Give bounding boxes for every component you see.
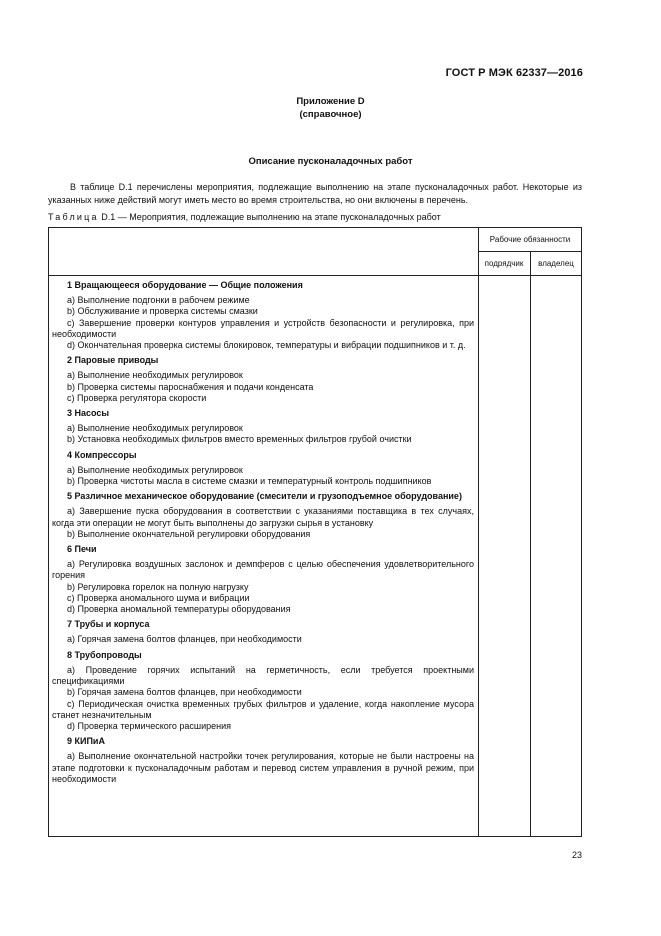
intro-text: В таблице D.1 перечислены мероприятия, подлежащие выполнению на этапе пусконаладочных работ. Некоторые из указанных ниже действий могут иметь место во время строительства, но они включены в перечень. <box>48 182 582 205</box>
table-row-item: a) Выполнение подгонки в рабочем режиме <box>67 295 250 306</box>
section-heading: 8 Трубопроводы <box>67 649 142 660</box>
appendix-title: Приложение D <box>296 96 365 107</box>
table-row-item: c) Проверка аномального шума и вибрации <box>67 592 250 603</box>
table-row-item: a) Выполнение необходимых регулировок <box>67 464 243 475</box>
table-section <box>52 491 474 540</box>
table-row-item: b) Обслуживание и проверка системы смазки <box>67 306 258 317</box>
section-heading: 3 Насосы <box>67 408 110 419</box>
header-rule-lower <box>49 275 581 276</box>
table-caption-text: D.1 — Мероприятия, подлежащие выполнению на этапе пусконаладочных работ <box>98 212 441 222</box>
table-divider-mid <box>530 251 531 836</box>
table-section <box>52 450 474 488</box>
table-row-item: d) Окончательная проверка системы блокировок, температуры и вибрации подшипников и т. д. <box>67 340 466 351</box>
table-section <box>52 280 474 351</box>
section-heading: 7 Трубы и корпуса <box>67 619 150 630</box>
section-title: Описание пусконаладочных работ <box>248 156 413 167</box>
table-section <box>52 408 474 446</box>
section-heading: 2 Паровые приводы <box>67 355 159 366</box>
section-heading: 9 КИПиА <box>67 736 105 747</box>
table-row-item: d) Проверка термического расширения <box>67 720 232 731</box>
table-row-item: a) Выполнение окончательной настройки точек регулирования, которые не были настроены на этапе подготовки к пусконаладочным работам и перевод систем управления в ручной режим, при необходимости <box>52 751 474 784</box>
header-duties: Рабочие обязанности <box>489 235 571 244</box>
table-row-item: a) Завершение пуска оборудования в соответствии с указаниями поставщика в тех случаях, когда эти операции не могут быть выполнены до загрузки сырья в установку <box>52 506 474 528</box>
table-row-item: a) Выполнение необходимых регулировок <box>67 423 243 434</box>
header-contractor: подрядчик <box>484 259 524 268</box>
table-row-item: b) Выполнение окончательной регулировки оборудования <box>67 528 311 539</box>
standard-designation: ГОСТ Р МЭК 62337—2016 <box>445 67 583 79</box>
table-row-item: b) Регулировка горелок на полную нагрузку <box>67 581 249 592</box>
table-row-item: c) Завершение проверки контуров управления и устройств безопасности и регулировка, при необходимости <box>52 317 474 339</box>
table-caption-label: Таблица <box>48 212 99 222</box>
table-row-item: a) Проведение горячих испытаний на герметичность, если требуется проектными спецификациями <box>52 664 474 687</box>
table-row-item: b) Проверка системы пароснабжения и подачи конденсата <box>67 381 314 392</box>
header-rule-upper <box>478 251 581 252</box>
section-heading: 6 Печи <box>67 544 97 555</box>
intro-paragraph <box>48 181 582 206</box>
table-row-item: d) Проверка аномальной температуры оборудования <box>67 604 291 615</box>
table-caption <box>48 212 441 222</box>
table-row-item: b) Горячая замена болтов фланцев, при необходимости <box>67 687 302 698</box>
table-row-item: b) Установка необходимых фильтров вместо временных фильтров грубой очистки <box>67 434 412 445</box>
table-row-item: a) Горячая замена болтов фланцев, при необходимости <box>67 634 302 645</box>
header-owner: владелец <box>538 259 574 268</box>
table-section <box>52 544 474 615</box>
table-row-item: a) Регулировка воздушных заслонок и демпферов с целью обеспечения удовлетворительного горения <box>52 559 474 581</box>
section-heading: 1 Вращающееся оборудование — Общие положения <box>67 280 303 290</box>
table-divider-left <box>478 228 479 836</box>
appendix-subtitle: (справочное) <box>299 109 362 120</box>
page-number: 23 <box>571 850 582 860</box>
table-row-item: c) Периодическая очистка временных грубых фильтров и удаление, когда накопление мусора станет незначительным <box>52 698 474 720</box>
table-section <box>52 355 474 404</box>
section-heading: 4 Компрессоры <box>67 449 137 460</box>
table-row-item: c) Проверка регулятора скорости <box>67 392 207 403</box>
table-row-item: b) Проверка чистоты масла в системе смазки и температурный контроль подшипников <box>67 476 432 487</box>
table-section <box>52 650 474 732</box>
table-body <box>52 280 474 789</box>
table-section <box>52 736 474 785</box>
table-section <box>52 619 474 645</box>
table-row-item: a) Выполнение необходимых регулировок <box>67 370 243 381</box>
section-heading: 5 Различное механическое оборудование (смесители и грузоподъемное оборудование) <box>67 491 462 502</box>
